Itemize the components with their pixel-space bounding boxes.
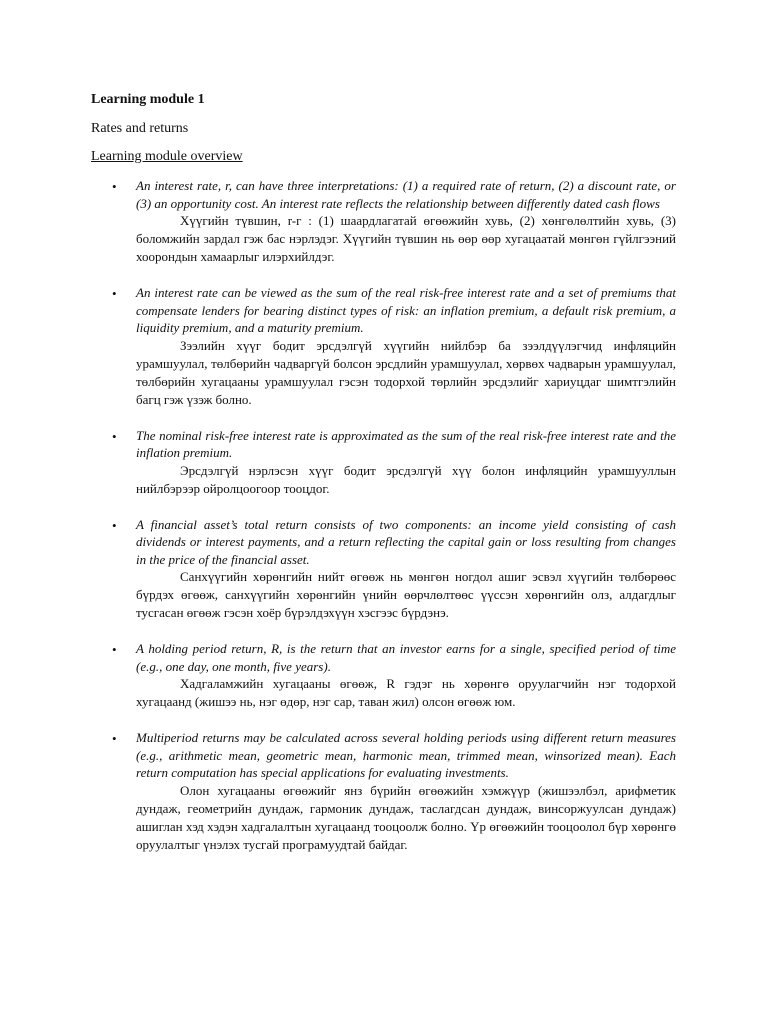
list-item	[0, 516, 768, 623]
english-text: The nominal risk-free interest rate is approximated as the sum of the real risk-free interest rate and the inflation premium.	[136, 427, 676, 460]
mongolian-text: Хүүгийн түвшин, r-г : (1) шаардлагатай өгөөжийн хувь, (2) хөнгөлөлтийн хувь, (3) боломжийн зардал гэж бас нэрлэдэг. Хүүгийн түвшин нь өөр өөр хугацаатай мөнгөн гүйлгээний хоорондын хамаарлыг илэрхийлдэг.	[136, 213, 676, 264]
bullet-icon: •	[112, 428, 117, 444]
overview-list	[0, 177, 768, 872]
module-title: Learning module 1	[91, 92, 205, 107]
bullet-icon: •	[112, 179, 117, 194]
module-subtitle: Rates and returns	[91, 121, 189, 136]
bullet-icon: •	[112, 731, 117, 746]
bullet-icon: •	[112, 642, 117, 657]
list-item	[0, 729, 768, 854]
list-item	[0, 284, 768, 409]
overview-heading: Learning module overview	[91, 149, 243, 164]
list-item	[0, 427, 768, 498]
mongolian-text: Олон хугацааны өгөөжийг янз бүрийн өгөөжийн хэмжүүр (жишээлбэл, арифметик дундаж, геометрийн дундаж, гармоник дундаж, таслагдсан дундаж, винсоржуулсан дундаж) ашиглан хэд хэдэн хадгалалтын хугацаанд тооцоолж болно. Үр өгөөжийн тооцоолол бүр хөрөнгө оруулалтыг үнэлэх тусгай програмуудтай байдаг.	[136, 782, 676, 852]
list-item	[0, 177, 768, 266]
english-text: An interest rate, r, can have three interpretations: (1) a required rate of return, (2) a discount rate, or (3) an opportunity cost. An interest rate reflects the relationship between differently dated cash flows	[136, 178, 676, 211]
english-text: Multiperiod returns may be calculated across several holding periods using different return measures (e.g., arithmetic mean, geometric mean, harmonic mean, trimmed mean, winsorized mean). Each return computation has special applications for evaluating investments.	[136, 730, 676, 780]
list-item	[0, 640, 768, 711]
mongolian-text: Эрсдэлгүй нэрлэсэн хүүг бодит эрсдэлгүй хүү болон инфляцийн урамшууллын нийлбэрээр ойролцоогоор тооцдог.	[136, 462, 676, 496]
english-text: An interest rate can be viewed as the sum of the real risk-free interest rate and a set of premiums that compensate lenders for bearing distinct types of risk: an inflation premium, a default risk premium, a liquidity premium, and a maturity premium.	[136, 285, 676, 335]
english-text: A financial asset’s total return consists of two components: an income yield consisting of cash dividends or interest payments, and a return reflecting the capital gain or loss resulting from changes in the price of the financial asset.	[136, 516, 676, 567]
english-text: A holding period return, R, is the return that an investor earns for a single, specified period of time (e.g., one day, one month, five years).	[136, 641, 676, 674]
bullet-icon: •	[112, 517, 117, 533]
mongolian-text: Санхүүгийн хөрөнгийн нийт өгөөж нь мөнгөн ногдол ашиг эсвэл хүүгийн төлбөрөөс бүрдэх өгөөж, санхүүгийн хөрөнгийн үнийн өөрчлөлтөөс үүссэн хөрөнгийн олз, алдагдлыг тусгасан өгөөж гэсэн хоёр бүрэлдэхүүн хэсгээс бүрдэнэ.	[136, 569, 676, 620]
bullet-icon: •	[112, 286, 117, 301]
mongolian-text: Хадгаламжийн хугацааны өгөөж, R гэдэг нь хөрөнгө оруулагчийн нэг тодорхой хугацаанд (жишээ нь, нэг өдөр, нэг сар, таван жил) олсон өгөөж юм.	[136, 676, 676, 709]
mongolian-text: Зээлийн хүүг бодит эрсдэлгүй хүүгийн нийлбэр ба зээлдүүлэгчид инфляцийн урамшуулал, төлбөрийн чадваргүй болсон эрсдлийн урамшуулал, хөрвөх чадварын урамшуулал, төлбөрийн хугацааны урамшуулал гэсэн тодорхой төрлийн эрсдэлийг хариуцдаг шимтгэлийн багц гэж үзэж болно.	[136, 337, 676, 407]
